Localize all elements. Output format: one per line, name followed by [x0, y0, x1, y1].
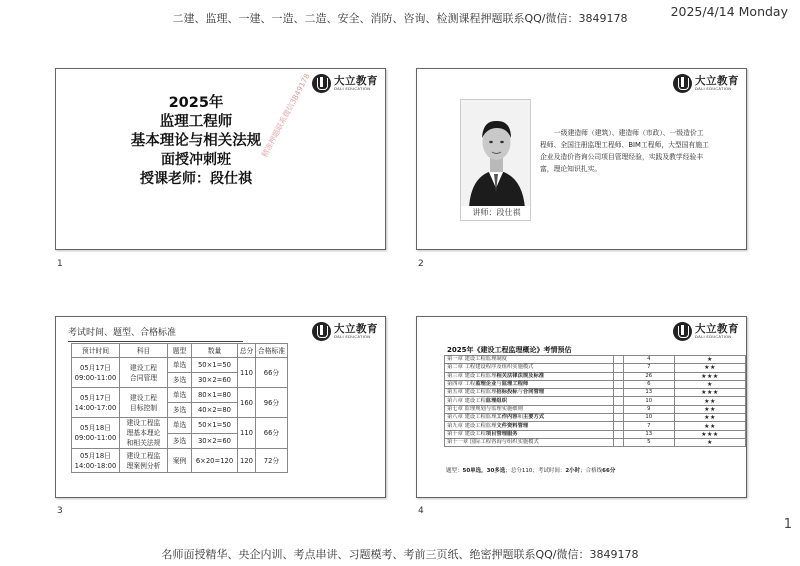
chapter-name: 第一章 建设工程监理制度 — [445, 356, 614, 364]
exam-pass: 96分 — [256, 388, 288, 418]
exam-info-title: 考试时间、题型、合格标准 — [68, 325, 243, 342]
exam-forecast-title: 2025年《建设工程监理概论》考情预估 — [447, 346, 572, 354]
logo-subtitle: DALI EDUCATION — [695, 334, 732, 340]
chapter-importance-stars: ★★ — [674, 422, 745, 430]
chapter-name: 第六章 建设工程监理组织 — [445, 397, 614, 405]
exam-pass: 66分 — [256, 418, 288, 449]
chapter-score: 7 — [623, 422, 674, 430]
question-count: 30×2=60 — [192, 373, 238, 388]
header-pass: 合格标准 — [256, 344, 288, 358]
exam-subject: 建设工程监 理基本理论 和相关法规 — [120, 418, 168, 449]
spacer-cell — [613, 414, 623, 422]
question-type: 多选 — [168, 433, 192, 449]
course-subject: 基本理论与相关法规 — [130, 133, 262, 149]
exam-time: 05月17日 14:00-17:00 — [72, 388, 120, 418]
chapter-name: 第七章 监理规划与监理实施细则 — [445, 405, 614, 413]
question-type: 单选 — [168, 388, 192, 403]
exam-subject: 建设工程监 理案例分析 — [120, 449, 168, 473]
page-number: 1 — [783, 517, 792, 532]
chapter-importance-stars: ★★★ — [674, 372, 745, 380]
course-teacher: 授课老师：段仕祺 — [140, 171, 252, 187]
question-count: 6×20=120 — [192, 449, 238, 473]
exam-pass: 66分 — [256, 358, 288, 388]
exam-total: 120 — [238, 449, 256, 473]
spacer-cell — [613, 397, 623, 405]
question-count: 40×2=80 — [192, 403, 238, 418]
exam-pass: 72分 — [256, 449, 288, 473]
chapter-score: 9 — [623, 405, 674, 413]
table-row — [445, 356, 746, 364]
exam-time: 05月18日 09:00-11:00 — [72, 418, 120, 449]
table-row — [72, 358, 288, 373]
chapter-importance-stars: ★★ — [674, 405, 745, 413]
table-header-row — [72, 344, 288, 358]
slide-3[interactable] — [55, 316, 386, 498]
chapter-importance-stars: ★★★ — [674, 389, 745, 397]
question-type: 多选 — [168, 403, 192, 418]
exam-subject: 建设工程 目标控制 — [120, 388, 168, 418]
chapter-score: 4 — [623, 356, 674, 364]
question-type: 案例 — [168, 449, 192, 473]
dali-logo — [312, 322, 378, 341]
table-row — [445, 438, 746, 446]
spacer-cell — [613, 430, 623, 438]
question-count: 30×2=60 — [192, 433, 238, 449]
question-type: 单选 — [168, 358, 192, 373]
table-row — [72, 449, 288, 473]
chapter-name: 第十章 建设工程项目管理服务 — [445, 430, 614, 438]
header-subject: 科目 — [120, 344, 168, 358]
question-count: 50×1=50 — [192, 358, 238, 373]
course-title — [76, 94, 316, 189]
exam-total: 160 — [238, 388, 256, 418]
logo-name: 大立教育 — [334, 322, 378, 335]
chapter-score: 5 — [623, 438, 674, 446]
slide-2[interactable] — [416, 68, 747, 250]
spacer-cell — [613, 438, 623, 446]
logo-name: 大立教育 — [334, 74, 378, 87]
logo-subtitle: DALI EDUCATION — [695, 86, 732, 92]
chapter-score: 13 — [623, 430, 674, 438]
logo-name: 大立教育 — [695, 322, 739, 335]
chapter-name: 第八章 建设工程监理工作内容和主要方式 — [445, 414, 614, 422]
spacer-cell — [613, 364, 623, 372]
chapter-score: 13 — [623, 389, 674, 397]
slide-number-1: 1 — [57, 259, 63, 269]
header-date: 2025/4/14 Monday — [670, 4, 788, 19]
top-banner: 二建、监理、一建、一造、二造、安全、消防、咨询、检测课程押题联系QQ/微信：3849178 — [172, 12, 628, 25]
course-class: 面授冲刺班 — [161, 152, 231, 168]
chapter-score: 10 — [623, 397, 674, 405]
question-count: 80×1=80 — [192, 388, 238, 403]
table-row — [72, 388, 288, 403]
header-total: 总分 — [238, 344, 256, 358]
course-year: 2025年 — [168, 95, 224, 111]
dali-logo — [312, 74, 378, 93]
header-time: 预计时间 — [72, 344, 120, 358]
chapter-importance-stars: ★★ — [674, 414, 745, 422]
bottom-banner: 名师面授精华、央企内训、考点串讲、习题模考、考前三页纸、绝密押题联系QQ/微信：3849178 — [161, 548, 639, 561]
dali-logo — [673, 74, 739, 93]
exam-time: 05月18日 14:00-18:00 — [72, 449, 120, 473]
chapter-name: 第九章 建设工程监理文件资料管理 — [445, 422, 614, 430]
slide-number-4: 4 — [418, 506, 424, 516]
chapter-name: 第五章 建设工程监理招标投标与合同管理 — [445, 389, 614, 397]
spacer-cell — [613, 422, 623, 430]
spacer-cell — [613, 380, 623, 388]
exam-total: 110 — [238, 358, 256, 388]
spacer-cell — [613, 372, 623, 380]
chapter-name: 第四章 工程监理企业与监理工程师 — [445, 380, 614, 388]
table-row — [445, 380, 746, 388]
chapter-importance-stars: ★★ — [674, 364, 745, 372]
teacher-bio: 一级建造师（建筑）、建造师（市政）、一级造价工程师、全国注册监理工程师、BIM工程师，大型国有施工企业及造价咨询公司项目管理经验，实践及教学经验丰富，理论知识扎实。 — [540, 129, 709, 173]
exam-total: 110 — [238, 418, 256, 449]
chapter-score: 7 — [623, 364, 674, 372]
table-row — [72, 418, 288, 434]
dali-logo — [673, 322, 739, 341]
chapter-name: 第二章 工程建设程序及组织实施模式 — [445, 364, 614, 372]
header-type: 题型 — [168, 344, 192, 358]
dali-logo-icon — [312, 322, 331, 341]
chapter-name: 第三章 建设工程监理相关法律法规及标准 — [445, 372, 614, 380]
table-row — [445, 364, 746, 372]
chapter-forecast-table — [444, 355, 746, 447]
dali-logo-icon — [312, 74, 331, 93]
chapter-importance-stars: ★★ — [674, 397, 745, 405]
spacer-cell — [613, 389, 623, 397]
slide-4[interactable] — [416, 316, 747, 498]
dali-logo-icon — [673, 74, 692, 93]
teacher-portrait-icon — [461, 100, 531, 208]
teacher-photo-caption: 讲师：段仕祺 — [461, 206, 531, 220]
exam-format-summary: 题型：50单选，30多选；总分110；考试时间：2小时；合格线66分 — [446, 468, 616, 474]
logo-subtitle: DALI EDUCATION — [334, 86, 371, 92]
chapter-score: 6 — [623, 380, 674, 388]
chapter-name: 第十一章 国际工程咨询与组织实施模式 — [445, 438, 614, 446]
table-row — [445, 414, 746, 422]
slide-1[interactable] — [55, 68, 386, 250]
table-row — [445, 389, 746, 397]
chapter-importance-stars: ★ — [674, 438, 745, 446]
table-row — [445, 405, 746, 413]
logo-subtitle: DALI EDUCATION — [334, 334, 371, 340]
slide-number-2: 2 — [418, 259, 424, 269]
logo-name: 大立教育 — [695, 74, 739, 87]
course-profession: 监理工程师 — [159, 114, 233, 130]
teacher-photo — [460, 99, 531, 221]
question-count: 50×1=50 — [192, 418, 238, 434]
table-row — [445, 430, 746, 438]
question-type: 多选 — [168, 373, 192, 388]
exam-time: 05月17日 09:00-11:00 — [72, 358, 120, 388]
slide-number-3: 3 — [57, 506, 63, 516]
dali-logo-icon — [673, 322, 692, 341]
spacer-cell — [613, 405, 623, 413]
table-row — [445, 372, 746, 380]
exam-info-table — [71, 343, 288, 473]
question-type: 单选 — [168, 418, 192, 434]
chapter-score: 26 — [623, 372, 674, 380]
watermark-text: 精准押题联系微信3849178 — [259, 71, 312, 159]
chapter-importance-stars: ★ — [674, 380, 745, 388]
exam-subject: 建设工程 合同管理 — [120, 358, 168, 388]
table-row — [445, 422, 746, 430]
chapter-importance-stars: ★ — [674, 356, 745, 364]
chapter-importance-stars: ★★★ — [674, 430, 745, 438]
chapter-score: 10 — [623, 414, 674, 422]
header-quantity: 数量 — [192, 344, 238, 358]
spacer-cell — [613, 356, 623, 364]
table-row — [445, 397, 746, 405]
